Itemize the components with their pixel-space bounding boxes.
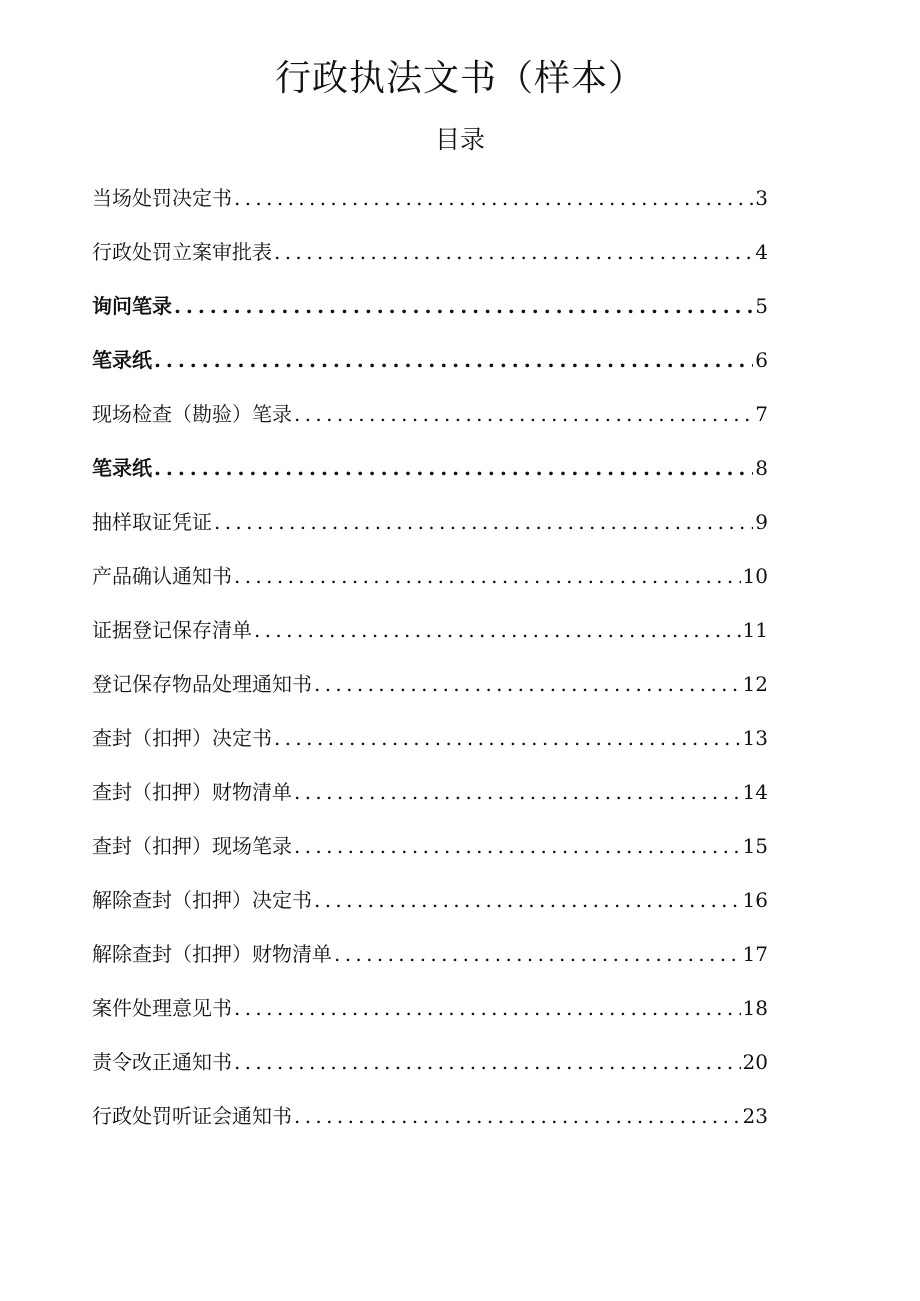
toc-entry-label: 笔录纸 (92, 456, 152, 480)
toc-entry[interactable] (92, 825, 768, 879)
toc-page-number: 20 (742, 1050, 768, 1074)
toc-dot-leader (314, 663, 741, 705)
toc-entry[interactable] (92, 717, 768, 771)
toc-entry[interactable] (92, 393, 768, 447)
toc-entry-label: 查封（扣押）财物清单 (92, 780, 292, 804)
toc-page-number: 8 (755, 456, 768, 480)
toc-entry-label: 行政处罚听证会通知书 (92, 1104, 292, 1128)
toc-dot-leader (234, 177, 753, 219)
toc-entry[interactable] (92, 933, 768, 987)
document-title: 行政执法文书（样本） (274, 58, 645, 99)
toc-dot-leader (234, 1041, 741, 1083)
toc-page-number: 7 (755, 402, 768, 426)
toc-entry[interactable] (92, 663, 768, 717)
toc-entry-label: 案件处理意见书 (92, 996, 232, 1020)
toc-entry[interactable] (92, 555, 768, 609)
toc-entry[interactable] (92, 501, 768, 555)
toc-entry-label: 查封（扣押）现场笔录 (92, 834, 292, 858)
toc-entry-label: 证据登记保存清单 (92, 618, 252, 642)
toc-page-number: 3 (755, 186, 768, 210)
toc-dot-leader (294, 1095, 741, 1137)
toc-dot-leader (274, 231, 753, 273)
toc-page-number: 9 (755, 510, 768, 534)
toc-entry[interactable] (92, 771, 768, 825)
toc-page-number: 17 (742, 942, 768, 966)
toc-entry-label: 现场检查（勘验）笔录 (92, 402, 292, 426)
toc-entry[interactable] (92, 339, 768, 393)
toc-dot-leader (294, 393, 753, 435)
toc-page-number: 14 (742, 780, 768, 804)
toc-page-number: 12 (742, 672, 768, 696)
toc-dot-leader (154, 447, 753, 489)
toc-entry-label: 解除查封（扣押）财物清单 (92, 942, 332, 966)
toc-entry-label: 责令改正通知书 (92, 1050, 232, 1074)
toc-dot-leader (174, 285, 753, 327)
toc-dot-leader (314, 879, 741, 921)
toc-page-number: 5 (755, 294, 768, 318)
toc-entry[interactable] (92, 231, 768, 285)
toc-page-number: 6 (755, 348, 768, 372)
toc-dot-leader (294, 771, 741, 813)
toc-entry[interactable] (92, 609, 768, 663)
toc-dot-leader (274, 717, 741, 759)
toc-entry[interactable] (92, 447, 768, 501)
table-of-contents (92, 177, 768, 1149)
toc-page-number: 15 (742, 834, 768, 858)
toc-dot-leader (154, 339, 753, 381)
toc-entry-label: 登记保存物品处理通知书 (92, 672, 312, 696)
toc-entry[interactable] (92, 177, 768, 231)
toc-entry[interactable] (92, 285, 768, 339)
toc-entry[interactable] (92, 1041, 768, 1095)
toc-page-number: 11 (742, 618, 768, 642)
toc-dot-leader (334, 933, 741, 975)
toc-entry-label: 当场处罚决定书 (92, 186, 232, 210)
toc-page-number: 18 (742, 996, 768, 1020)
toc-page-number: 16 (742, 888, 768, 912)
toc-dot-leader (234, 555, 741, 597)
toc-page-number: 10 (742, 564, 768, 588)
toc-entry-label: 询问笔录 (92, 294, 172, 318)
toc-page-number: 13 (742, 726, 768, 750)
toc-entry[interactable] (92, 879, 768, 933)
toc-entry-label: 笔录纸 (92, 348, 152, 372)
toc-entry-label: 解除查封（扣押）决定书 (92, 888, 312, 912)
toc-entry[interactable] (92, 987, 768, 1041)
toc-dot-leader (294, 825, 741, 867)
toc-entry-label: 产品确认通知书 (92, 564, 232, 588)
toc-page-number: 23 (742, 1104, 768, 1128)
toc-heading: 目录 (434, 125, 485, 154)
toc-page-number: 4 (755, 240, 768, 264)
toc-entry-label: 抽样取证凭证 (92, 510, 212, 534)
toc-dot-leader (234, 987, 741, 1029)
toc-dot-leader (214, 501, 753, 543)
toc-entry-label: 行政处罚立案审批表 (92, 240, 272, 264)
toc-entry[interactable] (92, 1095, 768, 1149)
toc-dot-leader (254, 609, 741, 651)
toc-entry-label: 查封（扣押）决定书 (92, 726, 272, 750)
